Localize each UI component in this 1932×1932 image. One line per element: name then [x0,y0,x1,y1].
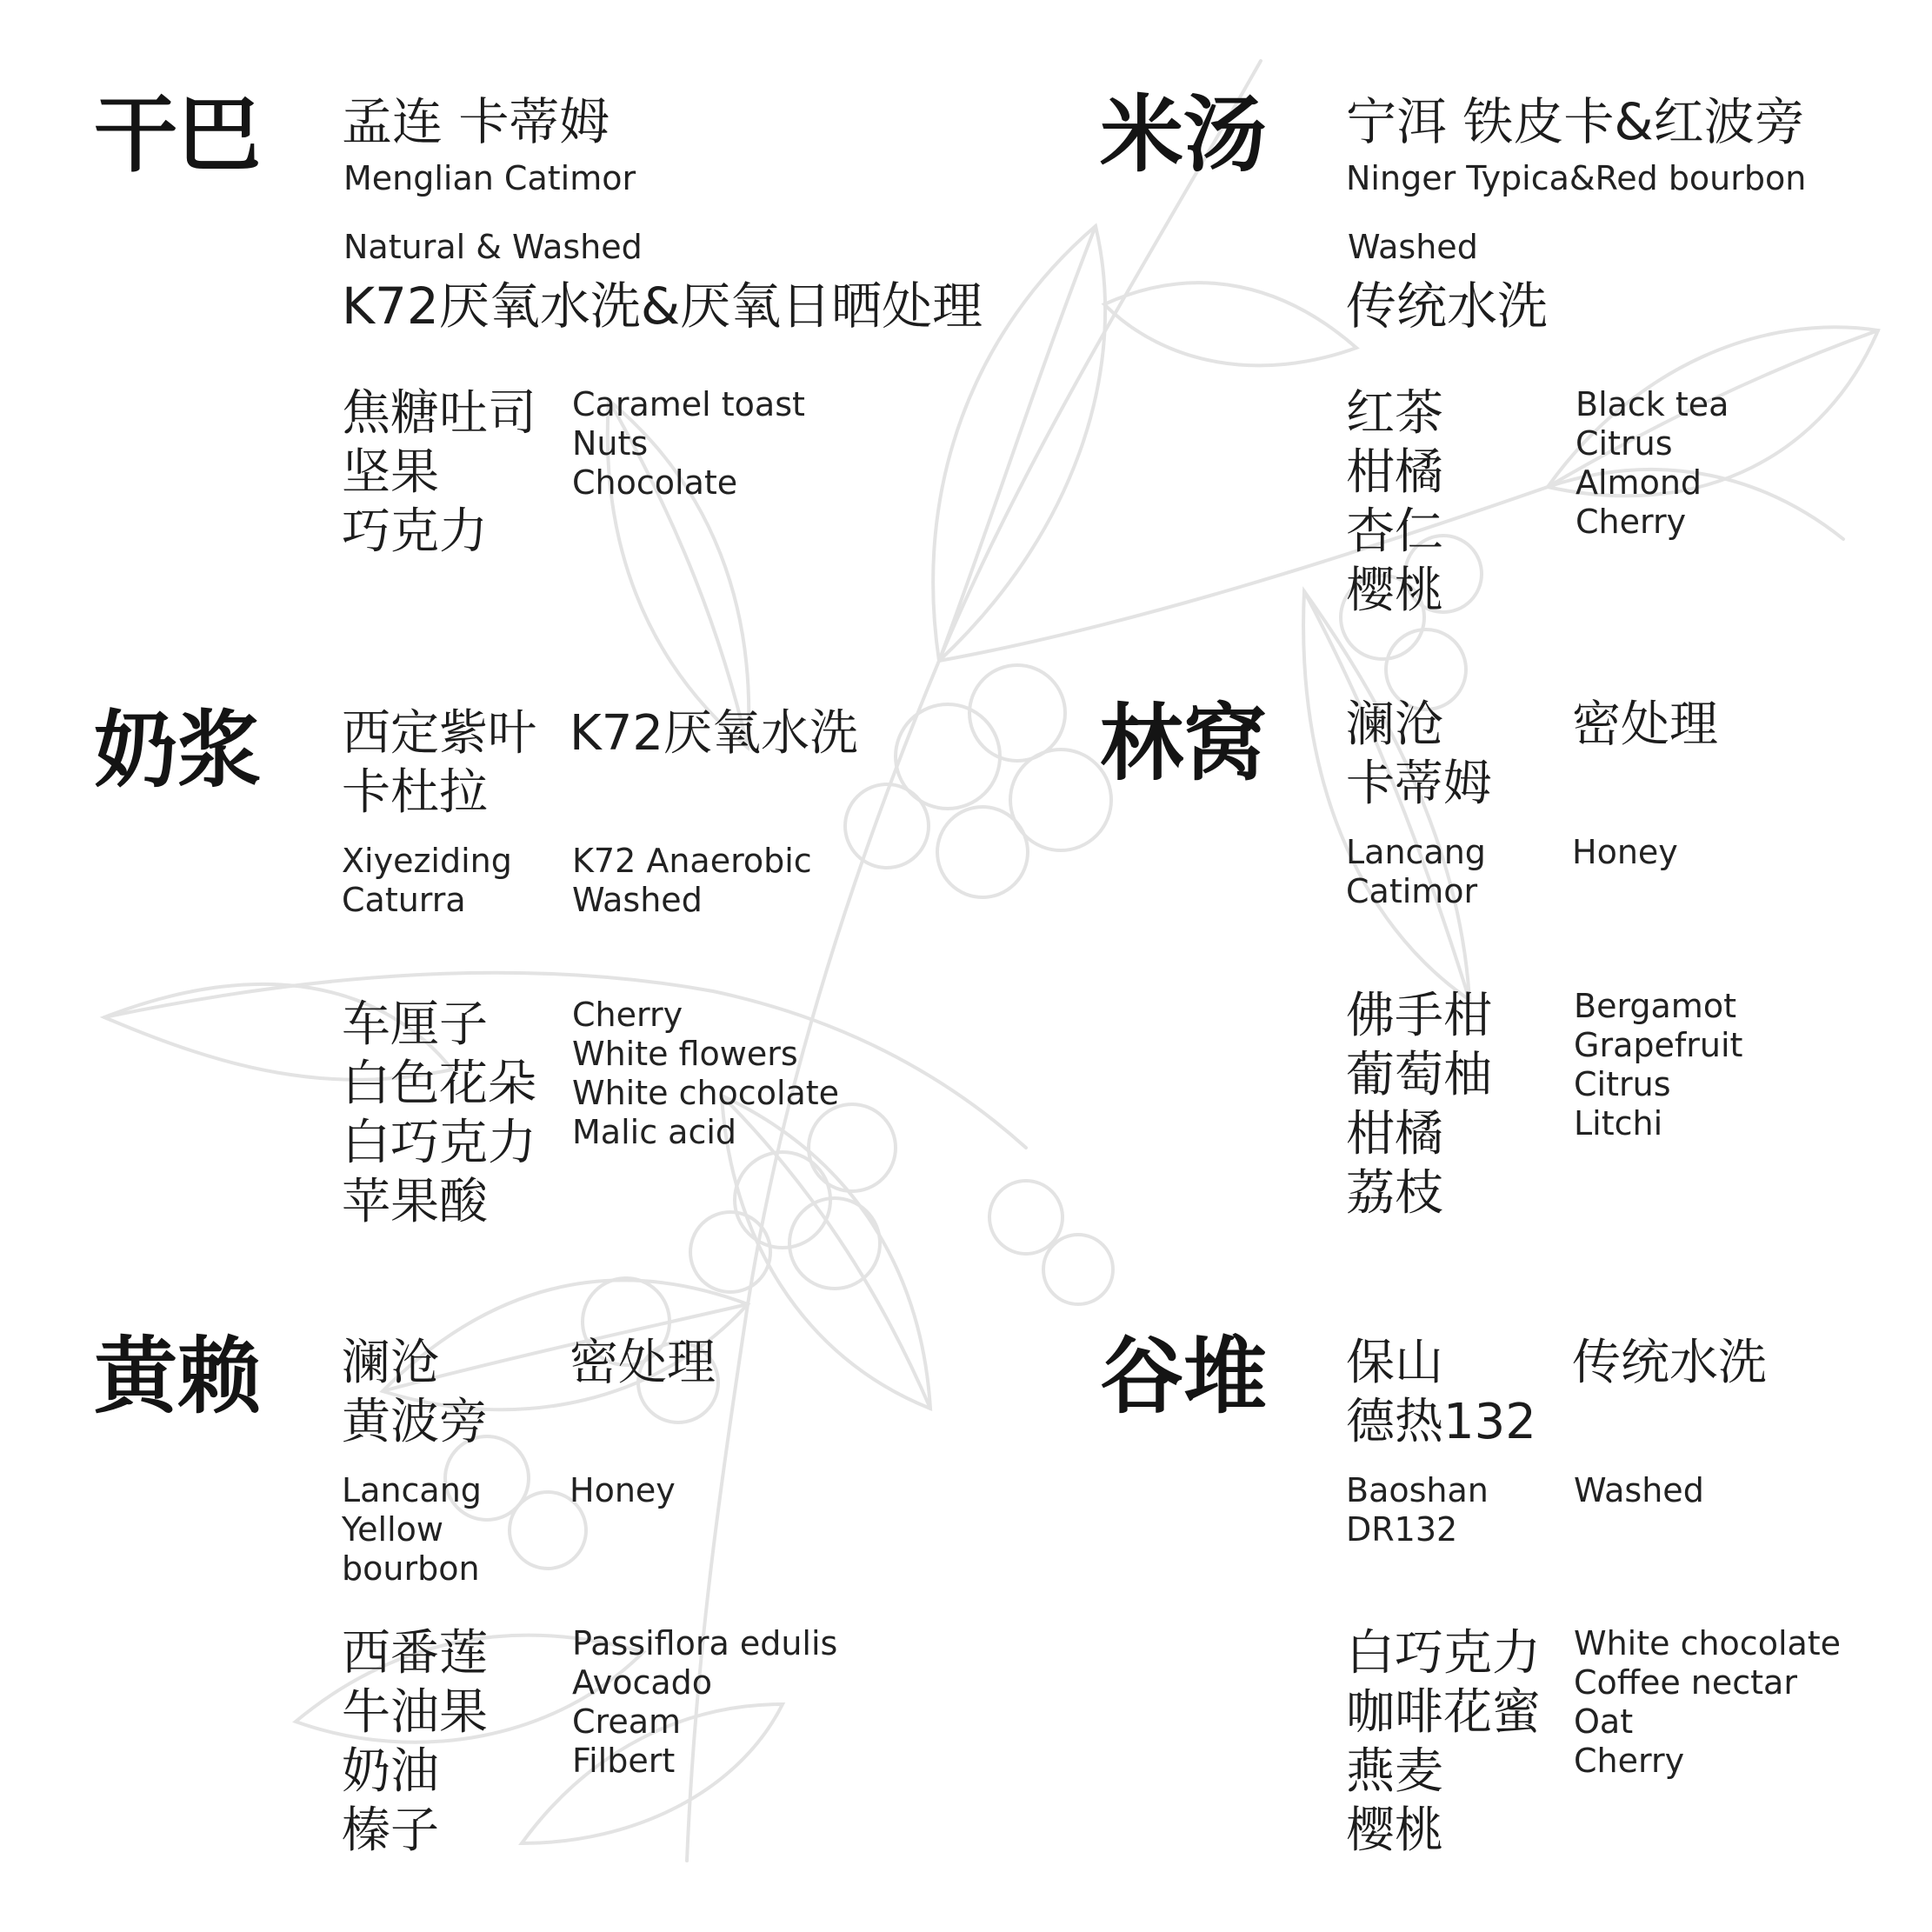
flavor-en: White chocolate [572,1074,840,1112]
flavor-cn: 佛手柑 [1346,988,1492,1044]
flavor-cn: 白巧克力 [342,1115,536,1171]
process-en: Natural & Washed [343,228,643,266]
process-en-line: Washed [572,881,703,919]
process-cn: K72厌氧水洗&厌氧日晒处理 [342,276,983,336]
origin-variety-en: Menglian Catimor [343,159,636,197]
origin-cn-line: 澜沧 [342,1335,439,1391]
flavor-cn: 奶油 [342,1743,439,1800]
process-en-line: Honey [570,1471,676,1509]
origin-en-line: Lancang [1346,833,1486,871]
origin-cn-line: 西定紫叶 [342,705,536,762]
flavor-en: Cream [572,1702,682,1741]
origin-en [1346,1471,1489,1549]
flavor-en: White chocolate [1574,1624,1842,1662]
process-en-line: K72 Anaerobic [572,842,812,880]
coffee-name: 奶浆 [94,702,261,799]
origin-en-line: Catimor [1346,872,1478,910]
process-cn: K72厌氧水洗 [570,705,858,762]
flavor-en: Caramel toast [572,385,805,423]
flavors-cn [1346,384,1443,621]
flavor-en: Passiflora edulis [572,1624,838,1662]
origin-en-line: Xiyeziding [342,842,512,880]
flavor-en: Cherry [572,996,683,1034]
flavor-cn: 白巧克力 [1346,1625,1541,1682]
flavor-cn: 樱桃 [1346,563,1443,619]
flavor-en: Citrus [1576,424,1673,463]
flavor-en: Almond [1576,463,1702,502]
flavor-en: Grapefruit [1574,1026,1743,1064]
flavors-cn [1346,1624,1541,1861]
flavor-cn: 柑橘 [1346,444,1443,501]
origin-variety-cn: 孟连 卡蒂姆 [342,92,610,151]
origin-cn-line: 德热132 [1346,1394,1536,1450]
flavor-cn: 西番莲 [342,1625,488,1682]
flavors-en [572,1624,837,1781]
origin-en [342,842,512,920]
flavors-en [1576,385,1729,542]
flavor-cn: 葡萄柚 [1346,1047,1492,1103]
process-en-line: Honey [1572,833,1678,871]
origin-cn-line: 澜沧 [1346,696,1443,753]
origin-variety-en: Ninger Typica&Red bourbon [1346,159,1807,197]
origin-cn [342,704,536,823]
origin-cn-line: 保山 [1346,1335,1443,1391]
origin-en-line: DR132 [1346,1510,1458,1549]
process-en [1572,833,1678,872]
flavors-en [572,996,839,1152]
origin-en [1346,833,1486,911]
coffee-name: 米汤 [1100,86,1267,183]
origin-en-line: Baoshan [1346,1471,1489,1509]
flavors-en [572,385,805,503]
origin-cn-line: 卡蒂姆 [1346,756,1492,812]
flavor-cn: 咖啡花蜜 [1346,1684,1541,1741]
flavors-cn [1346,987,1492,1223]
origin-cn [342,1334,488,1452]
flavor-en: Citrus [1574,1065,1671,1103]
flavor-cn: 柑橘 [1346,1106,1443,1163]
flavor-en: Black tea [1576,385,1729,423]
origin-en-line: Yellow [342,1510,443,1549]
process-cn: 传统水洗 [1572,1335,1767,1391]
process-en [570,1471,676,1510]
origin-cn-line: 黄波旁 [342,1394,488,1450]
flavor-en: Chocolate [572,463,738,502]
origin-cn [1346,1334,1536,1452]
flavor-cn: 红茶 [1346,385,1443,442]
flavor-en: White flowers [572,1035,798,1073]
flavor-en: Cherry [1576,503,1687,541]
flavors-cn [342,384,536,562]
coffee-name: 林窝 [1100,695,1267,792]
origin-en-line: Caturra [342,881,466,919]
flavor-cn: 车厘子 [342,996,488,1053]
flavor-en: Oat [1574,1702,1634,1741]
flavor-cn: 牛油果 [342,1684,488,1741]
process-cn: 传统水洗 [1346,276,1549,336]
process-en: Washed [1348,228,1478,266]
flavor-en: Bergamot [1574,987,1736,1025]
flavor-en: Malic acid [572,1113,737,1151]
origin-en-line: Lancang [342,1471,482,1509]
origin-en-line: bourbon [342,1549,480,1588]
flavor-cn: 燕麦 [1346,1743,1443,1800]
origin-cn [1346,696,1492,814]
flavor-cn: 巧克力 [342,503,488,560]
flavor-en: Coffee nectar [1574,1663,1797,1702]
process-en [1574,1471,1704,1510]
flavor-cn: 榛子 [342,1802,439,1859]
flavor-cn: 荔枝 [1346,1165,1443,1222]
process-cn: 密处理 [570,1335,716,1391]
origin-variety-cn: 宁洱 铁皮卡&红波旁 [1346,92,1805,151]
flavor-en: Avocado [572,1663,713,1702]
coffee-name: 黄赖 [94,1328,261,1425]
flavor-cn: 坚果 [342,444,439,501]
flavors-cn [342,1624,488,1861]
origin-cn-line: 卡杜拉 [342,764,488,821]
coffee-name: 干巴 [94,86,261,183]
flavor-en: Litchi [1574,1104,1663,1143]
flavor-en: Nuts [572,424,649,463]
flavors-en [1574,987,1742,1143]
flavors-en [1574,1624,1841,1781]
flavors-cn [342,996,536,1232]
flavor-cn: 杏仁 [1346,503,1443,560]
process-en-line: Washed [1574,1471,1704,1509]
origin-en [342,1471,482,1589]
coffee-name: 谷堆 [1100,1328,1267,1425]
process-cn: 密处理 [1572,696,1718,753]
flavor-cn: 白色花朵 [342,1056,536,1112]
flavor-cn: 苹果酸 [342,1174,488,1230]
process-en [572,842,812,920]
flavor-cn: 樱桃 [1346,1802,1443,1859]
flavor-cn: 焦糖吐司 [342,385,536,442]
flavor-en: Cherry [1574,1742,1685,1780]
flavor-en: Filbert [572,1742,676,1780]
